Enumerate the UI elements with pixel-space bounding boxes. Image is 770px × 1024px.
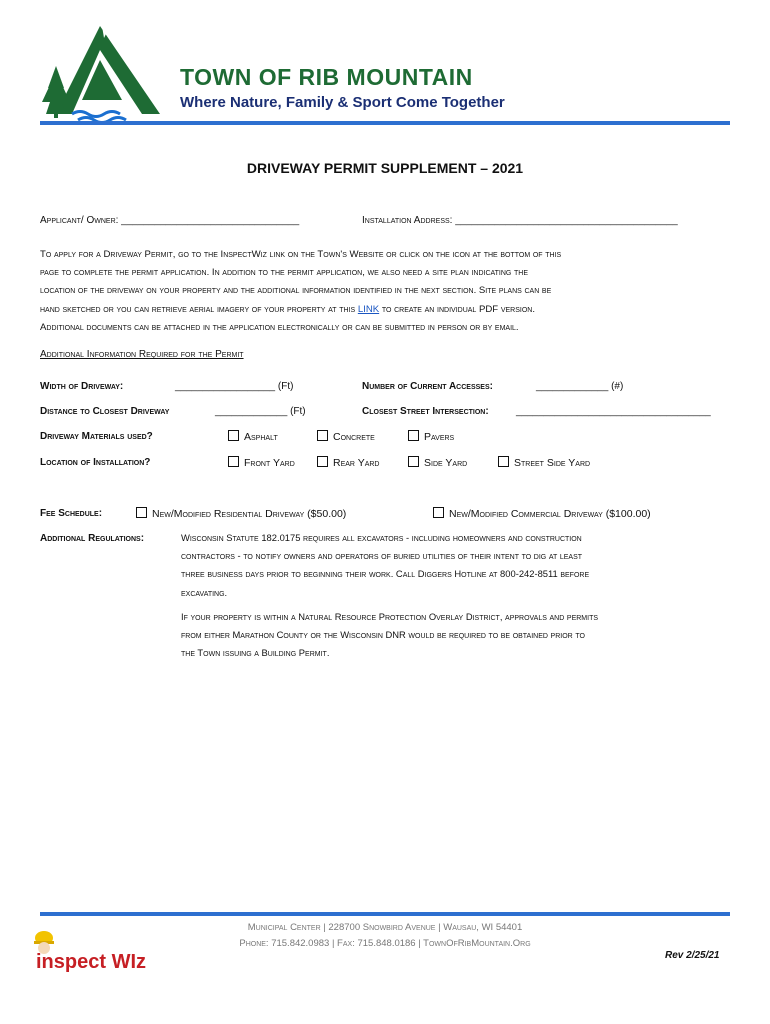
commercial-fee-checkbox[interactable] <box>433 507 651 520</box>
intro-line-text: to create an individual PDF version. <box>381 303 536 315</box>
materials-label: Driveway Materials used? <box>40 431 153 442</box>
footer-divider <box>40 912 730 916</box>
checkbox-box[interactable] <box>498 456 509 467</box>
width-label: Width of Driveway: <box>40 381 124 392</box>
checkbox-label: New/Modified Residential Driveway ($50.00) <box>152 508 347 520</box>
residential-fee-checkbox[interactable] <box>136 507 346 520</box>
applicant-owner-field[interactable]: Applicant/ Owner: ________________________________ <box>40 215 300 226</box>
checkbox-box[interactable] <box>228 430 239 441</box>
checkbox-box[interactable] <box>433 507 444 518</box>
distance-label: Distance to Closest Driveway <box>40 406 170 417</box>
checkbox-label: Asphalt <box>244 431 278 443</box>
checkbox-label: Street Side Yard <box>514 457 591 469</box>
revision-date: Rev 2/25/21 <box>665 950 720 961</box>
town-logo-icon <box>38 22 168 127</box>
pavers-checkbox[interactable] <box>408 430 454 443</box>
overlay-line: If your property is within a Natural Resource Protection Overlay District, approvals and permits <box>181 611 599 622</box>
concrete-checkbox[interactable] <box>317 430 375 443</box>
overlay-district-text <box>181 608 731 663</box>
checkbox-label: Concrete <box>333 431 375 443</box>
town-name: TOWN OF RIB MOUNTAIN <box>180 64 473 90</box>
header-divider <box>40 121 730 125</box>
regulations-line: contractors - to notify owners and operators of buried utilities of their intent to dig at least <box>181 550 583 562</box>
checkbox-box[interactable] <box>136 507 147 518</box>
checkbox-box[interactable] <box>408 456 419 467</box>
checkbox-label: Front Yard <box>244 457 295 469</box>
location-label: Location of Installation? <box>40 457 151 468</box>
regulations-line: Wisconsin Statute 182.0175 requires all excavators - including homeowners and construction <box>181 532 582 543</box>
checkbox-label: Rear Yard <box>333 457 380 469</box>
document-title: DRIVEWAY PERMIT SUPPLEMENT – 2021 <box>246 160 524 176</box>
rear-yard-checkbox[interactable] <box>317 456 380 469</box>
regulations-line: excavating. <box>181 586 228 598</box>
inspectwiz-logo-text: inspect WIz <box>36 951 147 973</box>
width-field[interactable]: __________________ (Ft) <box>175 381 294 392</box>
checkbox-label: New/Modified Commercial Driveway ($100.00) <box>449 508 651 520</box>
overlay-line: from either Marathon County or the Wisconsin DNR would be required to be obtained prior to <box>181 629 585 641</box>
checkbox-box[interactable] <box>317 430 328 441</box>
checkbox-box[interactable] <box>317 456 328 467</box>
distance-field[interactable]: _____________ (Ft) <box>215 406 306 417</box>
intersection-label: Closest Street Intersection: <box>362 406 489 417</box>
installation-address-field[interactable]: Installation Address: ________________________________________ <box>362 215 678 226</box>
aerial-imagery-link[interactable]: LINK <box>357 303 380 315</box>
intro-paragraph <box>40 246 730 337</box>
checkbox-label: Pavers <box>424 431 455 443</box>
asphalt-checkbox[interactable] <box>228 430 278 443</box>
checkbox-label: Side Yard <box>424 457 468 469</box>
fee-schedule-label: Fee Schedule: <box>40 508 103 519</box>
intro-line: page to complete the permit application. In addition to the permit application, we also need a site plan indicating the <box>40 267 529 279</box>
checkbox-box[interactable] <box>228 456 239 467</box>
footer-contact: Phone: 715.842.0983 | Fax: 715.848.0186 | TownOfRibMountain.Org <box>239 938 531 949</box>
accesses-label: Number of Current Accesses: <box>362 381 493 392</box>
intro-line: To apply for a Driveway Permit, go to the InspectWiz link on the Town's Website or click on the icon at the bottom of this <box>40 249 562 260</box>
front-yard-checkbox[interactable] <box>228 456 295 469</box>
town-tagline: Where Nature, Family & Sport Come Together <box>180 94 505 111</box>
intro-line <box>40 301 730 319</box>
intersection-field[interactable]: ___________________________________ <box>516 406 711 417</box>
side-yard-checkbox[interactable] <box>408 456 467 469</box>
accesses-field[interactable]: _____________ (#) <box>536 381 624 392</box>
intro-line: location of the driveway on your property and the additional information identified in the next section. Site plans can be <box>40 285 552 297</box>
intro-line: Additional documents can be attached in the application electronically or can be submitted in person or by email. <box>40 321 519 333</box>
intro-line-text: hand sketched or you can retrieve aerial imagery of your property at this <box>40 303 356 315</box>
checkbox-box[interactable] <box>408 430 419 441</box>
regulations-text <box>181 529 731 602</box>
overlay-line: the Town issuing a Building Permit. <box>181 647 330 659</box>
footer-address: Municipal Center | 228700 Snowbird Avenue | Wausau, WI 54401 <box>247 922 523 933</box>
regulations-line: three business days prior to beginning their work. Call Diggers Hotline at 800-242-8511 before <box>181 568 590 580</box>
regulations-label: Additional Regulations: <box>40 533 145 544</box>
street-side-yard-checkbox[interactable] <box>498 456 590 469</box>
section-heading: Additional Information Required for the Permit <box>40 349 244 360</box>
